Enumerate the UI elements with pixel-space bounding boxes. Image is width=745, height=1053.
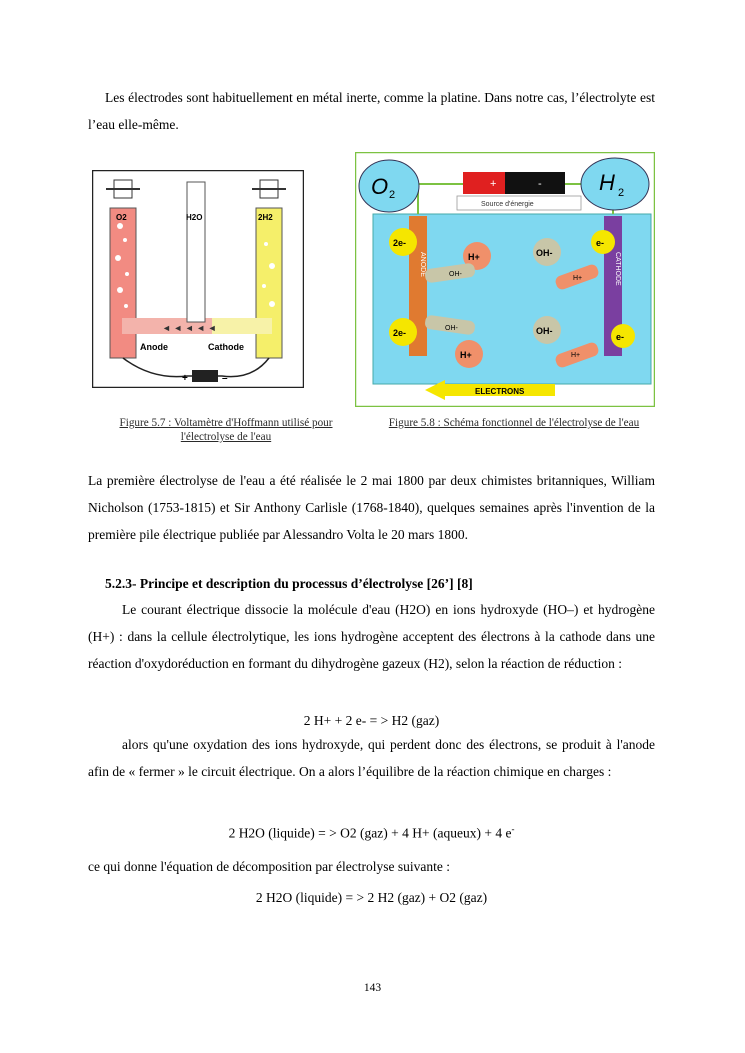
- ion-hplus-arrow-bottom: H+: [571, 352, 581, 359]
- cathode-label: Cathode: [208, 342, 244, 352]
- ion-e-bottom: e-: [616, 332, 625, 342]
- h2-cloud-sub: 2: [618, 187, 625, 199]
- 2h2-label: 2H2: [258, 213, 273, 222]
- paragraph-result: ce qui donne l'équation de décomposition par électrolyse suivante :: [88, 859, 450, 874]
- h2-cloud-label: H: [599, 170, 615, 195]
- paragraph-oxidation: alors qu'une oxydation des ions hydroxyde, qui perdent donc des électrons, se produit à l'anode afin de « fermer » le circuit électrique. On a alors l’équilibre de la réaction chimique en charges :: [88, 737, 655, 779]
- ion-2e-bottom: 2e-: [393, 328, 407, 338]
- figure-5-8-electrolysis-diagram: [355, 152, 655, 407]
- equation-reduction: 2 H+ + 2 e- = > H2 (gaz): [303, 713, 440, 728]
- h2o-label: H2O: [186, 213, 203, 222]
- electrons-label: ELECTRONS: [475, 387, 525, 396]
- paragraph-history: La première électrolyse de l'eau a été réalisée le 2 mai 1800 par deux chimistes britanniques, William Nicholson (1753-1815) et Sir Anthony Carlisle (1768-1840), quelques semaines après l'invention de la première pile électrique publiée par Alessandro Volta le 20 mars 1800.: [88, 473, 655, 542]
- equation-oxidation-sup: -: [511, 824, 515, 834]
- figure-5-7-hoffmann-voltameter: [92, 170, 304, 388]
- ion-hplus-bottom: H+: [460, 350, 472, 360]
- equation-oxidation: [88, 824, 655, 842]
- plus-sign: +: [182, 373, 188, 384]
- ion-hplus-arrow-top: H+: [573, 275, 583, 282]
- equation-decomposition: 2 H2O (liquide) = > 2 H2 (gaz) + O2 (gaz): [255, 890, 488, 905]
- ion-oh-arrow-bottom: OH-: [445, 325, 458, 332]
- figure-5-7-caption: Figure 5.7 : Voltamètre d'Hoffmann utilisé pour l'électrolyse de l'eau: [119, 417, 333, 443]
- ion-e-top: e-: [596, 238, 605, 248]
- anode-label: Anode: [140, 342, 168, 352]
- o2-label: O2: [116, 213, 127, 222]
- ion-oh-right-bottom: OH-: [536, 326, 553, 336]
- ion-oh-arrow-top: OH-: [449, 271, 462, 278]
- anode-text: ANODE: [419, 252, 426, 277]
- paragraph-intro: Les électrodes sont habituellement en métal inerte, comme la platine. Dans notre cas, l’électrolyte est l’eau elle-même.: [88, 90, 655, 132]
- page-number: 143: [363, 982, 382, 994]
- source-plus: +: [490, 178, 497, 190]
- svg-text:◄ ◄ ◄ ◄ ◄: ◄ ◄ ◄ ◄ ◄: [162, 323, 217, 333]
- o2-cloud-sub: 2: [389, 189, 396, 201]
- ion-2e-top: 2e-: [393, 238, 407, 248]
- equation-oxidation-text: 2 H2O (liquide) = > O2 (gaz) + 4 H+ (aqueux) + 4 e: [228, 825, 512, 841]
- paragraph-principle: Le courant électrique dissocie la molécule d'eau (H2O) en ions hydroxyde (HO–) et hydrogène (H+) : dans la cellule électrolytique, les ions hydrogène acceptent des électrons à la cathode dans une réaction d'oxydoréduction en formant du dihydrogène gazeux (H2), selon la réaction de réduction :: [88, 602, 655, 671]
- o2-cloud-label: O: [371, 174, 389, 199]
- section-heading: 5.2.3- Principe et description du processus d’électrolyse [26’] [8]: [105, 576, 473, 591]
- minus-sign: –: [222, 373, 228, 384]
- source-label: Source d'énergie: [481, 201, 534, 208]
- figure-5-8-caption: Figure 5.8 : Schéma fonctionnel de l'électrolyse de l'eau: [388, 417, 640, 429]
- cathode-text: CATHODE: [614, 252, 621, 286]
- ion-oh-right-top: OH-: [536, 248, 553, 258]
- ion-hplus-top: H+: [468, 252, 480, 262]
- source-minus: -: [538, 178, 542, 190]
